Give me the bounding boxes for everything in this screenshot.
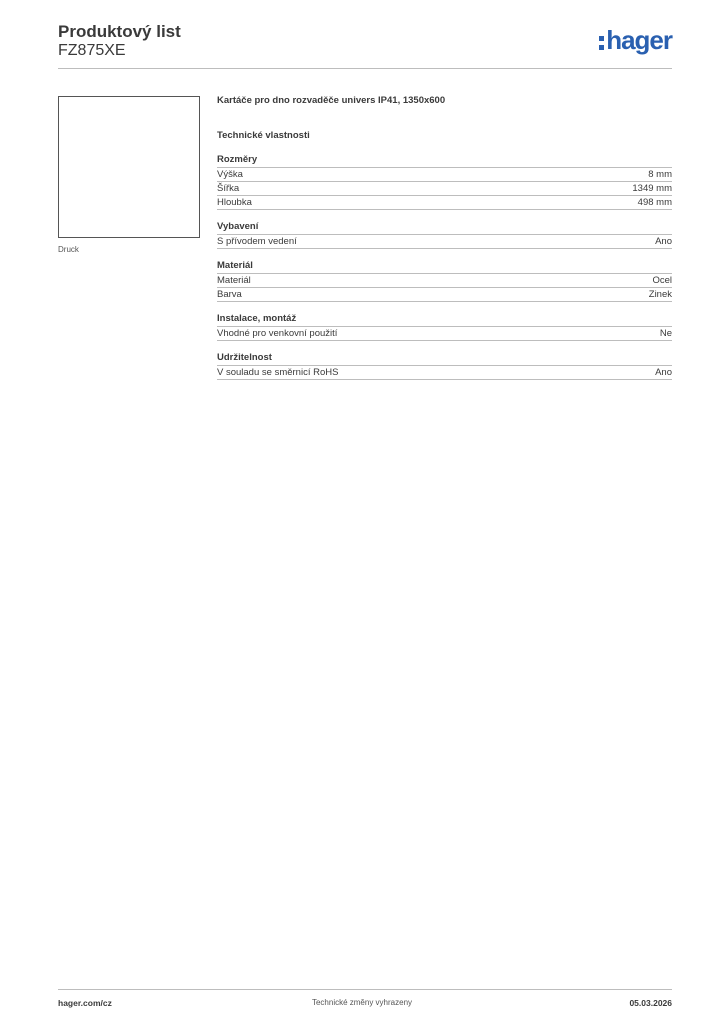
footer-website: hager.com/cz: [58, 998, 112, 1008]
spec-value: 498 mm: [637, 196, 672, 208]
spec-section: [217, 260, 672, 302]
header-divider: [58, 68, 672, 69]
hager-logo: [599, 25, 672, 55]
spec-row: [217, 182, 672, 196]
spec-value: Ne: [659, 327, 672, 339]
logo-text: hager: [606, 24, 672, 55]
spec-section: [217, 313, 672, 341]
spec-label: Materiál: [217, 274, 251, 286]
spec-label: Šířka: [217, 182, 240, 194]
footer-note: Technické změny vyhrazeny: [311, 998, 413, 1007]
spec-sections: [217, 154, 672, 380]
page-header: [58, 20, 672, 70]
product-code: FZ875XE: [58, 42, 126, 59]
footer-divider: [58, 989, 672, 990]
product-details: [217, 94, 672, 380]
spec-value: Zinek: [648, 288, 672, 300]
spec-label: S přívodem vedení: [217, 235, 297, 247]
spec-value: Ano: [655, 366, 672, 378]
spec-section: [217, 154, 672, 210]
spec-row: [217, 288, 672, 302]
image-caption: Druck: [58, 245, 79, 254]
logo-colon-icon: [599, 34, 604, 52]
spec-section-title: Rozměry: [217, 154, 672, 168]
technical-properties-heading: Technické vlastnosti: [217, 130, 310, 141]
spec-label: Vhodné pro venkovní použití: [217, 327, 338, 339]
spec-section-title: Instalace, montáž: [217, 313, 672, 327]
spec-section: [217, 352, 672, 380]
footer-date: 05.03.2026: [629, 998, 672, 1008]
spec-value: 1349 mm: [632, 182, 672, 194]
spec-section-title: Vybavení: [217, 221, 672, 235]
page-title: Produktový list: [58, 22, 181, 41]
spec-row: [217, 196, 672, 210]
spec-row: [217, 168, 672, 182]
spec-label: Hloubka: [217, 196, 252, 208]
product-name: Kartáče pro dno rozvaděče univers IP41, 1350x600: [217, 95, 446, 106]
spec-section-title: Udržitelnost: [217, 352, 672, 366]
spec-row: [217, 235, 672, 249]
spec-label: Výška: [217, 168, 243, 180]
spec-section-title: Materiál: [217, 260, 672, 274]
spec-value: Ocel: [652, 274, 672, 286]
spec-row: [217, 274, 672, 288]
spec-value: Ano: [655, 235, 672, 247]
spec-section: [217, 221, 672, 249]
product-image-placeholder: [58, 96, 200, 238]
spec-value: 8 mm: [648, 168, 672, 180]
spec-row: [217, 366, 672, 380]
spec-label: V souladu se směrnicí RoHS: [217, 366, 339, 378]
spec-row: [217, 327, 672, 341]
spec-label: Barva: [217, 288, 242, 300]
